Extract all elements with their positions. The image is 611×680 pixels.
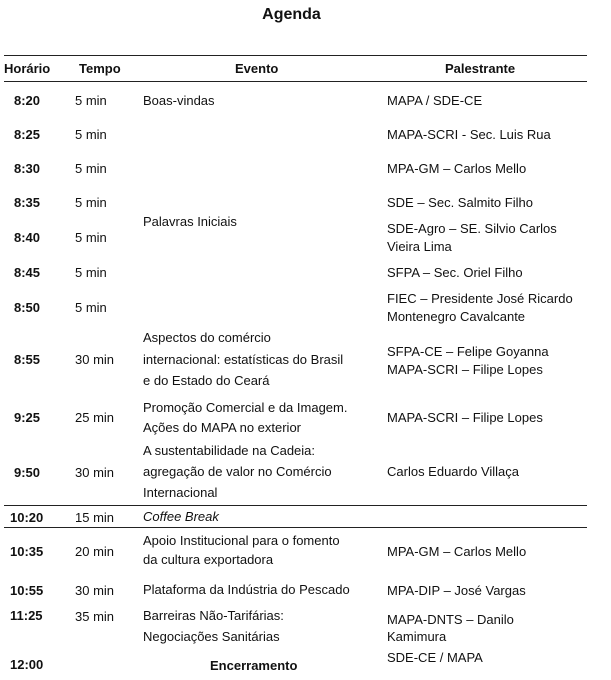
row-event: agregação de valor no Comércio [143,464,332,479]
row-speaker: MAPA-SCRI – Filipe Lopes [387,410,543,425]
row-time: 8:40 [14,230,41,245]
row-duration: 5 min [75,300,107,315]
row-time: 8:55 [14,352,41,367]
row-speaker: MPA-GM – Carlos Mello [387,544,527,559]
row-time: 11:25 [10,608,43,623]
row-event: Aspectos do comércio [143,330,271,345]
row-speaker: MAPA-SCRI – Filipe Lopes [387,362,543,377]
row-time: 10:55 [10,583,44,598]
row-event: Plataforma da Indústria do Pescado [143,582,350,597]
row-time: 8:45 [14,265,41,280]
row-speaker: FIEC – Presidente José Ricardo [387,291,573,306]
row-event: Boas-vindas [143,93,215,108]
row-time: 9:25 [14,410,41,425]
row-event: da cultura exportadora [143,552,274,567]
row-duration: 25 min [75,410,115,425]
row-event: Negociações Sanitárias [143,629,280,644]
row-event: Promoção Comercial e da Imagem. [143,400,348,415]
coffee-top-rule [4,505,587,506]
row-time: 8:25 [14,127,41,142]
row-event: Barreiras Não-Tarifárias: [143,608,284,623]
row-duration: 30 min [75,465,115,480]
row-event: Apoio Institucional para o fomento [143,533,340,548]
row-duration: 5 min [75,195,107,210]
row-time: 10:20 [10,510,44,525]
row-event: internacional: estatísticas do Brasil [143,352,344,367]
row-duration: 30 min [75,352,115,367]
row-speaker: Carlos Eduardo Villaça [387,464,519,479]
agenda-title: Agenda [262,6,321,23]
row-speaker: SDE-Agro – SE. Silvio Carlos [387,221,557,236]
row-event: A sustentabilidade na Cadeia: [143,443,316,458]
table-top-rule [4,55,587,56]
header-horario: Horário [4,61,51,76]
row-duration: 15 min [75,510,115,525]
row-event: Ações do MAPA no exterior [143,420,302,435]
row-time: 8:50 [14,300,41,315]
row-speaker: MAPA-SCRI - Sec. Luis Rua [387,127,551,142]
header-tempo: Tempo [79,61,121,76]
row-speaker: MAPA / SDE-CE [387,93,483,108]
row-speaker: SFPA – Sec. Oriel Filho [387,265,523,280]
coffee-break: Coffee Break [143,509,219,524]
row-time: 8:20 [14,93,41,108]
row-duration: 5 min [75,265,107,280]
row-speaker: Vieira Lima [387,239,452,254]
row-speaker: Kamimura [387,629,447,644]
row-event: Internacional [143,485,218,500]
row-time: 10:35 [10,544,44,559]
row-duration: 20 min [75,544,115,559]
row-speaker: Montenegro Cavalcante [387,309,526,324]
row-speaker: MAPA-DNTS – Danilo [387,612,514,627]
closing-event: Encerramento [210,658,298,673]
header-evento: Evento [235,61,279,76]
row-duration: 5 min [75,127,107,142]
row-event: e do Estado do Ceará [143,373,270,388]
row-speaker: SDE-CE / MAPA [387,650,483,665]
row-duration: 35 min [75,609,115,624]
row-time: 8:30 [14,161,41,176]
row-speaker: SDE – Sec. Salmito Filho [387,195,533,210]
row-duration: 30 min [75,583,115,598]
row-duration: 5 min [75,93,107,108]
row-time: 8:35 [14,195,41,210]
row-duration: 5 min [75,230,107,245]
row-speaker: SFPA-CE – Felipe Goyanna [387,344,549,359]
merged-event: Palavras Iniciais [143,214,237,229]
header-palestrante: Palestrante [445,61,516,76]
row-duration: 5 min [75,161,107,176]
row-time: 9:50 [14,465,41,480]
header-rule [4,81,587,82]
row-speaker: MPA-GM – Carlos Mello [387,161,527,176]
coffee-bottom-rule [4,527,587,528]
row-time: 12:00 [10,657,44,672]
row-speaker: MPA-DIP – José Vargas [387,583,526,598]
